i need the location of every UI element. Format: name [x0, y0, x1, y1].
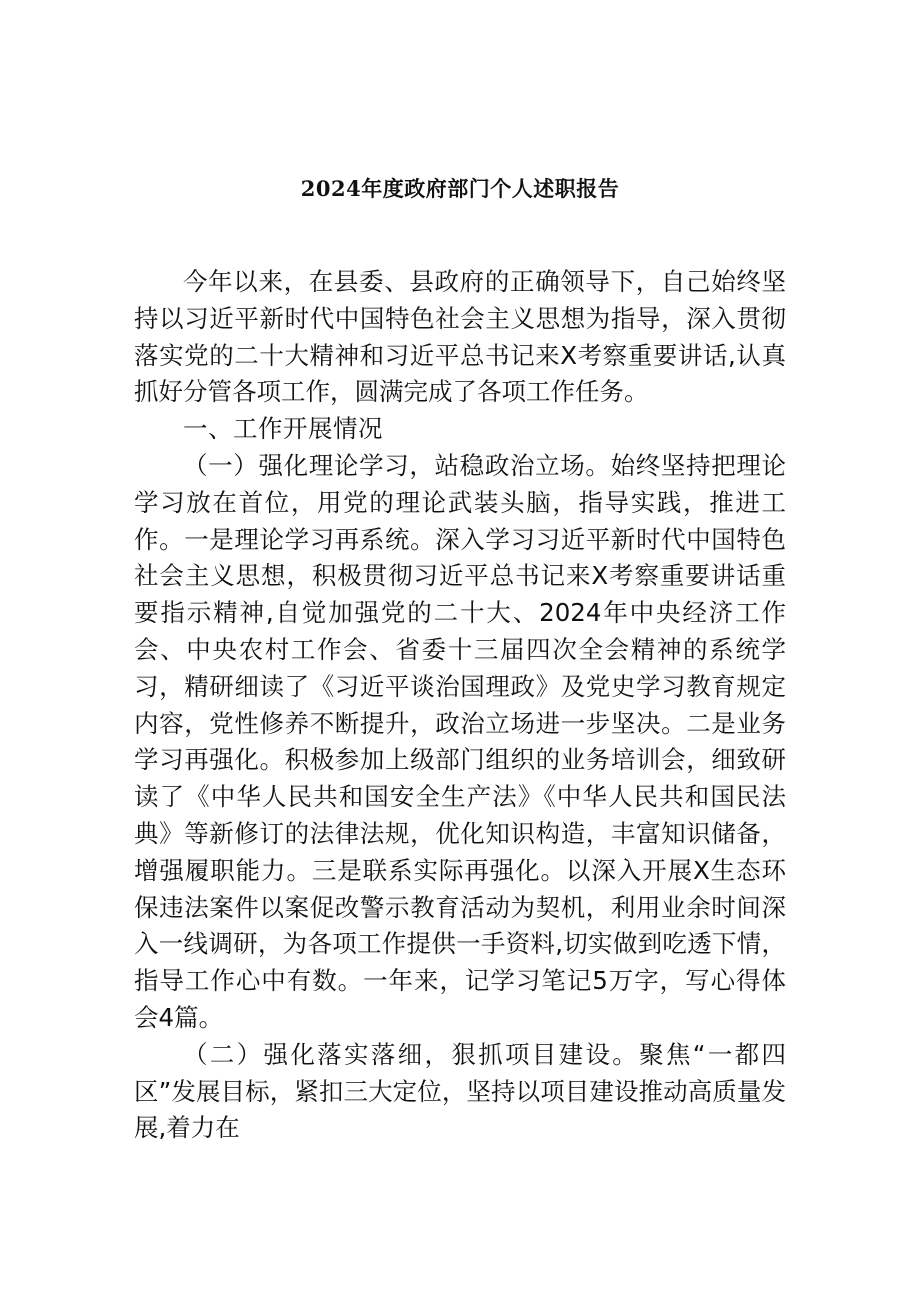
section-heading-work-status: 一、工作开展情况 [183, 414, 383, 444]
document-body [134, 264, 786, 1147]
intro-paragraph: 今年以来，在县委、县政府的正确领导下，自己始终坚持以习近平新时代中国特色社会主义思想为指导，深入贯彻落实党的二十大精神和习近平总书记来X考察重要讲话,认真抓好分管各项工作，圆满完成了各项工作任务。 [134, 267, 786, 407]
paragraph-project-construction: （二）强化落实落细，狠抓项目建设。聚焦“一都四区”发展目标，紧扣三大定位，坚持以项目建设推动高质量发展,着力在 [134, 1039, 786, 1143]
document-title: 2024年度政府部门个人述职报告 [300, 176, 620, 201]
paragraph-theory-study: （一）强化理论学习，站稳政治立场。始终坚持把理论学习放在首位，用党的理论武装头脑，指导实践，推进工作。一是理论学习再系统。深入学习习近平新时代中国特色社会主义思想，积极贯彻习近平总书记来X考察重要讲话重要指示精神,自觉加强党的二十大、2024年中央经济工作会、中央农村工作会、省委十三届四次全会精神的系统学习，精研细读了《习近平谈治国理政》及党史学习教育规定内容，党性修养不断提升，政治立场进一步坚决。二是业务学习再强化。积极参加上级部门组织的业务培训会，细致研读了《中华人民共和国安全生产法》《中华人民共和国民法典》等新修订的法律法规，优化知识构造，丰富知识储备，增强履职能力。三是联系实际再强化。以深入开展X生态环保违法案件以案促改警示教育活动为契机，利用业余时间深入一线调研，为各项工作提供一手资料,切实做到吃透下情，指导工作心中有数。一年来，记学习笔记5万字，写心得体会4篇。 [134, 450, 786, 1032]
